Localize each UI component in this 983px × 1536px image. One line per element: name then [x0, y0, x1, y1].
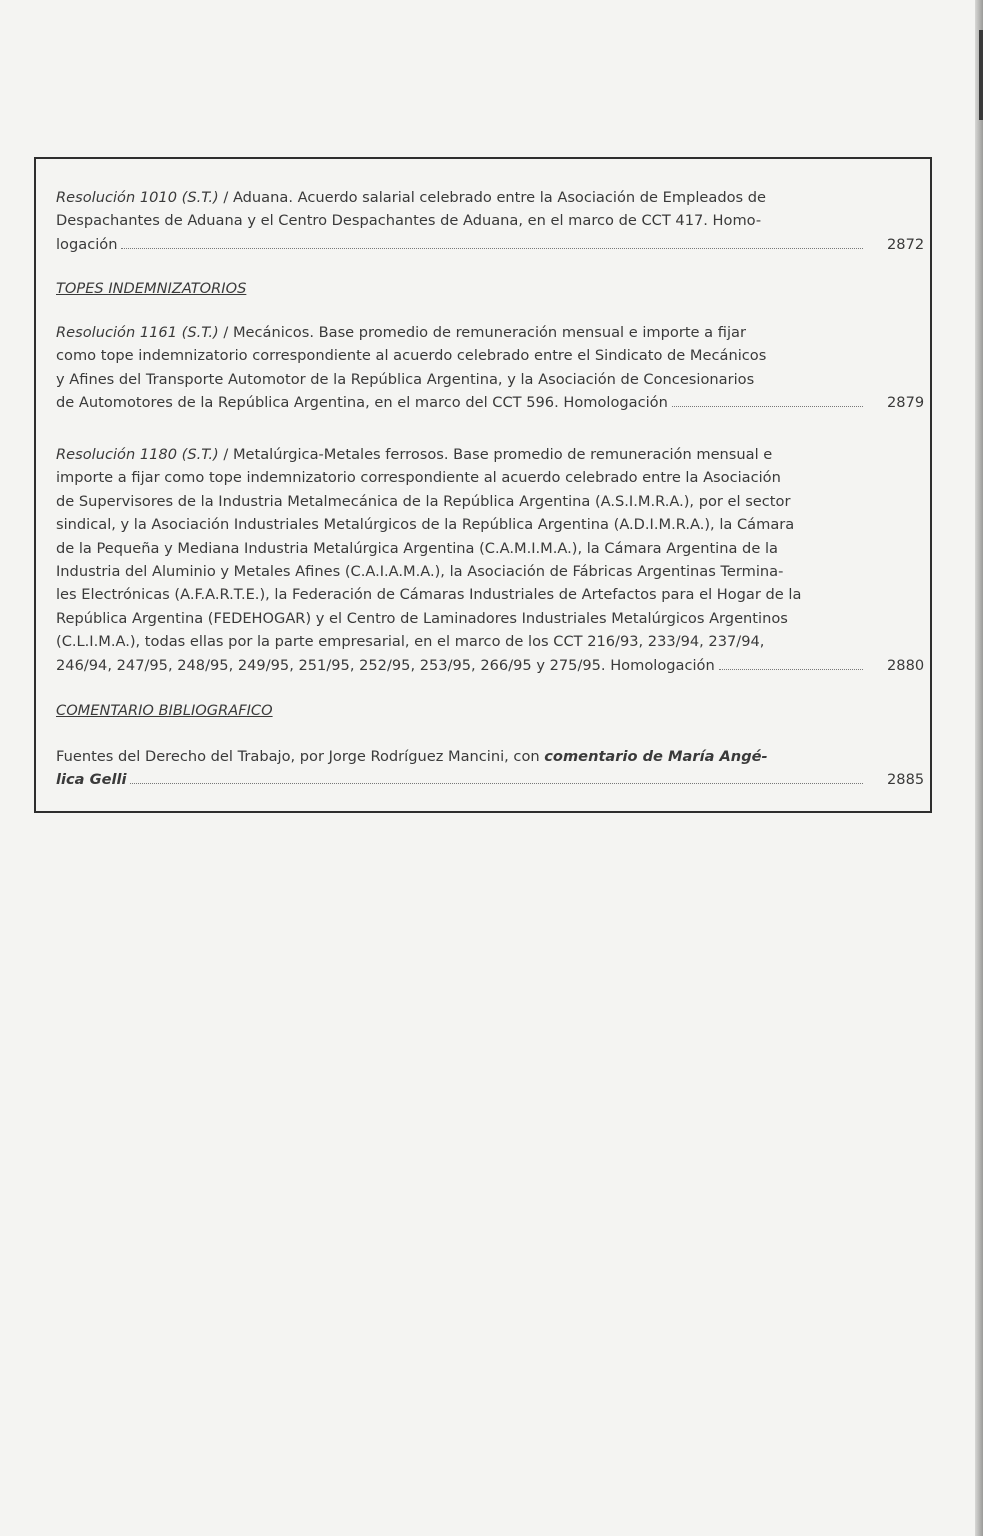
entry-line: y Afines del Transporte Automotor de la República Argentina, y la Asociación de Concesionarios: [56, 370, 755, 388]
entry-last-line: [56, 768, 867, 791]
dot-leader: [130, 782, 863, 784]
entry-last-line: [56, 654, 867, 677]
page-edge-shadow: [975, 0, 983, 1536]
section-heading-topes: TOPES INDEMNIZATORIOS: [56, 280, 247, 297]
index-entry-resolucion-1180: [56, 443, 867, 677]
entry-line: Despachantes de Aduana y el Centro Despachantes de Aduana, en el marco de CCT 417. Homo-: [56, 212, 762, 230]
entry-line: [56, 745, 867, 768]
entry-last-line: [56, 391, 867, 414]
entry-line: importe a fijar como tope indemnizatorio correspondiente al acuerdo celebrado entre la Asociación: [56, 469, 781, 487]
entry-text: / Metalúrgica-Metales ferrosos. Base promedio de remuneración mensual e: [218, 446, 773, 463]
page-number: 2872: [887, 236, 925, 253]
page-number: 2885: [887, 771, 925, 788]
index-entry-resolucion-1010: [56, 186, 867, 256]
entry-line: de Supervisores de la Industria Metalmecánica de la República Argentina (A.S.I.M.R.A.), por el sector: [56, 492, 791, 510]
entry-line: Industria del Aluminio y Metales Afines (C.A.I.A.M.A.), la Asociación de Fábricas Argentinas Termina-: [56, 563, 784, 581]
entry-line: [56, 443, 867, 466]
dot-leader: [121, 247, 863, 249]
entry-line: [56, 321, 867, 344]
entry-text: logación: [56, 235, 118, 253]
entry-line: de la Pequeña y Mediana Industria Metalúrgica Argentina (C.A.M.I.M.A.), la Cámara Argentina de la: [56, 539, 778, 557]
page-number: 2879: [887, 394, 925, 411]
entry-last-line: [56, 233, 867, 256]
entry-text: 246/94, 247/95, 248/95, 249/95, 251/95, 252/95, 253/95, 266/95 y 275/95. Homologación: [56, 656, 715, 674]
index-box: [34, 157, 932, 813]
entry-reference: Resolución 1010 (S.T.): [56, 189, 219, 206]
page-edge-mark: [979, 30, 983, 120]
entry-text: / Aduana. Acuerdo salarial celebrado entre la Asociación de Empleados de: [218, 189, 767, 206]
index-entry-resolucion-1161: [56, 321, 867, 415]
entry-text: Fuentes del Derecho del Trabajo, por Jorge Rodríguez Mancini, con: [56, 748, 545, 765]
entry-emphasis: lica Gelli: [56, 771, 127, 789]
entry-emphasis: comentario de María Angé-: [544, 748, 768, 765]
entry-line: les Electrónicas (A.F.A.R.T.E.), la Federación de Cámaras Industriales de Artefactos para el Hogar de la: [56, 586, 802, 604]
entry-line: (C.L.I.M.A.), todas ellas por la parte empresarial, en el marco de los CCT 216/93, 233/94, 237/94,: [56, 633, 765, 651]
entry-line: como tope indemnizatorio correspondiente al acuerdo celebrado entre el Sindicato de Mecánicos: [56, 347, 767, 365]
entry-reference: Resolución 1180 (S.T.): [56, 446, 219, 463]
index-entry-comentario: [56, 745, 867, 792]
entry-text: de Automotores de la República Argentina, en el marco del CCT 596. Homologación: [56, 394, 668, 412]
entry-line: [56, 186, 867, 209]
page-number: 2880: [887, 657, 925, 674]
entry-text: / Mecánicos. Base promedio de remuneración mensual e importe a fijar: [218, 324, 746, 341]
entry-line: República Argentina (FEDEHOGAR) y el Centro de Laminadores Industriales Metalúrgicos Argentinos: [56, 609, 788, 627]
dot-leader: [719, 668, 863, 670]
entry-line: sindical, y la Asociación Industriales Metalúrgicos de la República Argentina (A.D.I.M.R.A.), la Cámara: [56, 516, 795, 534]
dot-leader: [672, 405, 863, 407]
entry-reference: Resolución 1161 (S.T.): [56, 324, 219, 341]
section-heading-comentario: COMENTARIO BIBLIOGRAFICO: [56, 702, 273, 719]
